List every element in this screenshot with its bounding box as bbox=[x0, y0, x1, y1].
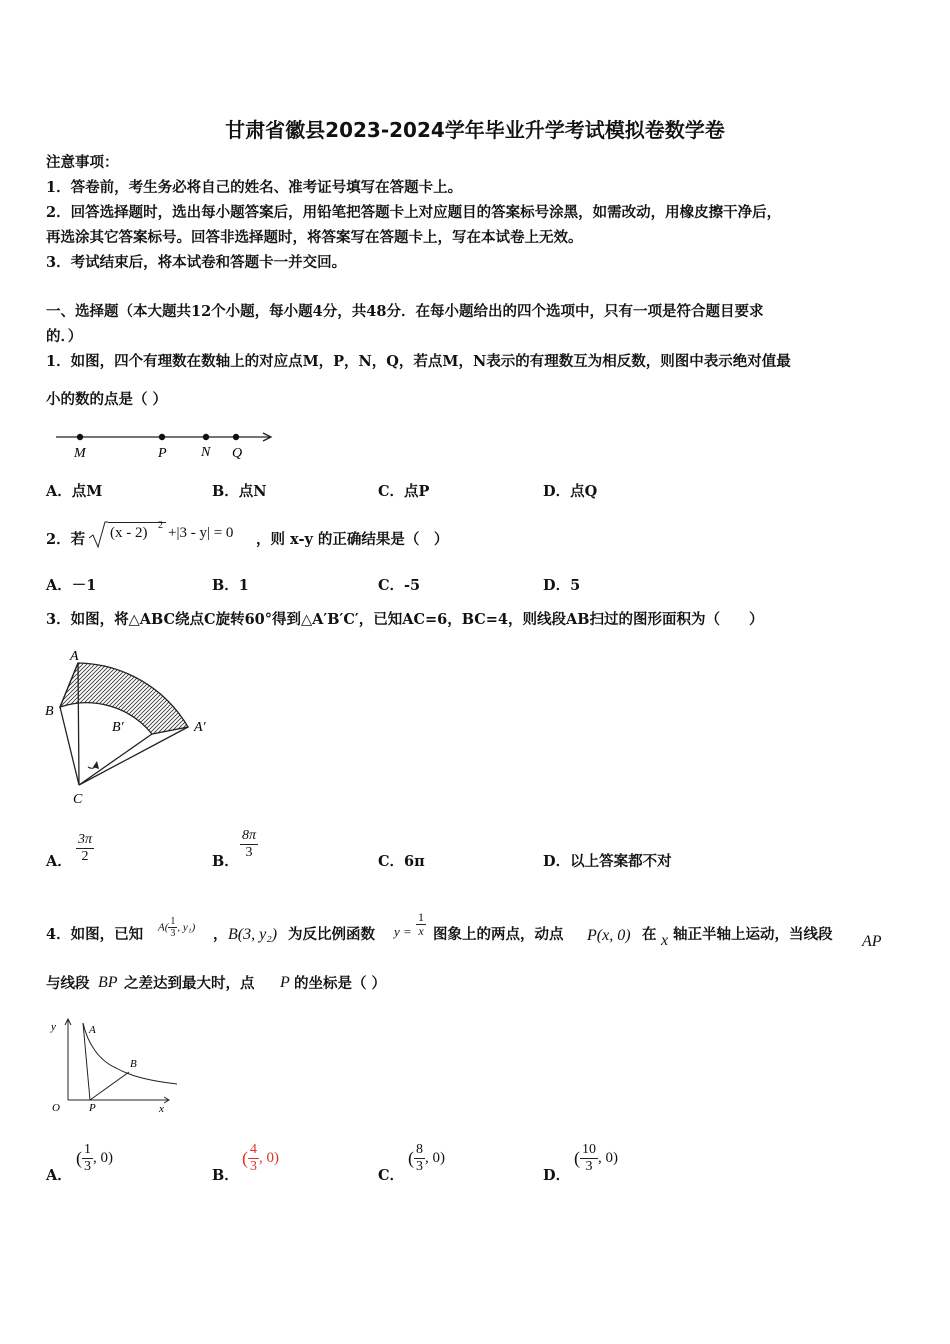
label-c: C bbox=[73, 792, 83, 807]
q4-option-b-tail: , 0) bbox=[259, 1150, 279, 1166]
label-p: P bbox=[158, 446, 167, 461]
label-q: Q bbox=[232, 446, 243, 461]
q4-function-denominator: x bbox=[418, 924, 424, 938]
q4-comma: ， bbox=[213, 926, 228, 943]
q4-option-b-fraction bbox=[248, 1142, 259, 1175]
q4-point-a-open: A( bbox=[158, 921, 169, 934]
q3-option-b-numerator: 8π bbox=[242, 828, 257, 843]
q4-option-d-tail: , 0) bbox=[598, 1150, 618, 1166]
graph-label-p: P bbox=[89, 1102, 96, 1114]
sqrt-sign-icon bbox=[88, 520, 108, 550]
segment-b-prime-c bbox=[79, 734, 152, 785]
q4-option-d-numerator: 10 bbox=[582, 1142, 596, 1157]
q3-option-a-fraction bbox=[76, 832, 94, 865]
q4-point-b: B(3, y₂) bbox=[228, 926, 278, 943]
notice-heading: 注意事项： bbox=[46, 154, 119, 171]
q4-text-3: 在 bbox=[642, 926, 657, 943]
q4-function-fraction bbox=[416, 911, 426, 938]
q3-text: 3．如图，将△ABC绕点C旋转60°得到△A′B′C′，已知AC=6，BC=4，则线段AB扫过的图形面积为（ ） bbox=[46, 611, 764, 628]
q4-option-b-denominator: 3 bbox=[250, 1159, 257, 1174]
q4-option-b-numerator: 4 bbox=[250, 1142, 257, 1157]
q4-option-c-tail: , 0) bbox=[425, 1150, 445, 1166]
q1-number-line-figure bbox=[50, 425, 280, 465]
q2-option-d: D．5 bbox=[543, 577, 581, 594]
q4-text-2: 图象上的两点，动点 bbox=[433, 926, 564, 943]
q4-p-variable: P bbox=[280, 974, 290, 991]
q4-option-d-label: D． bbox=[543, 1167, 571, 1184]
q4-point-p: P(x, 0) bbox=[587, 927, 631, 944]
q4-segment-ap: AP bbox=[862, 933, 882, 950]
q4-prefix: 4．如图，已知 bbox=[46, 926, 144, 943]
label-b-prime: B′ bbox=[112, 720, 124, 735]
graph-label-y: y bbox=[51, 1021, 56, 1033]
page-title: 甘肃省徽县2023-2024学年毕业升学考试模拟卷数学卷 bbox=[225, 118, 725, 142]
label-m: M bbox=[74, 446, 86, 461]
point-p-dot bbox=[159, 434, 165, 440]
q4-option-a-tail: , 0) bbox=[93, 1150, 113, 1166]
q4-option-b-label: B． bbox=[212, 1167, 239, 1184]
notice-item-3: 3．考试结束后，将本试卷和答题卡一并交回。 bbox=[46, 254, 347, 271]
q4-option-d-fraction bbox=[580, 1142, 598, 1175]
q1-option-b: B．点N bbox=[212, 483, 267, 500]
q4-x-variable: x bbox=[661, 932, 669, 949]
q1-option-c: C．点P bbox=[378, 483, 430, 500]
q4-option-b-value bbox=[242, 1142, 279, 1175]
q4-text-1: 为反比例函数 bbox=[288, 926, 375, 943]
q4-option-c-numerator: 8 bbox=[416, 1142, 423, 1157]
q4-text-4: 轴正半轴上运动，当线段 bbox=[673, 926, 833, 943]
q4-point-a-numerator: 1 bbox=[170, 916, 176, 927]
swept-region bbox=[60, 663, 188, 734]
section-heading-line-1: 一、选择题（本大题共12个小题，每小题4分，共48分．在每小题给出的四个选项中，只有一项是符合题目要求 bbox=[46, 303, 764, 320]
label-a-prime: A′ bbox=[194, 720, 206, 735]
q4-point-a bbox=[158, 916, 195, 939]
q4-option-a-denominator: 3 bbox=[84, 1159, 91, 1174]
q4-function-lhs: y = bbox=[394, 924, 412, 939]
q1-text-line-2: 小的数的点是（ ） bbox=[46, 391, 168, 408]
q2-option-a: A．－1 bbox=[46, 577, 97, 594]
q2-suffix: ，则 x-y 的正确结果是（ ） bbox=[256, 531, 449, 548]
q3-option-b-denominator: 3 bbox=[245, 845, 253, 860]
q4-option-b-paren: ( bbox=[242, 1148, 248, 1168]
point-m-dot bbox=[77, 434, 83, 440]
q3-option-a-denominator: 2 bbox=[81, 849, 89, 864]
q3-option-b-fraction bbox=[240, 828, 258, 861]
segment-a-prime-c bbox=[79, 727, 188, 785]
q4-option-a-value bbox=[76, 1142, 113, 1175]
q3-rotation-figure bbox=[42, 645, 222, 810]
q2-option-c: C．-5 bbox=[378, 577, 421, 594]
q4-option-d-denominator: 3 bbox=[585, 1159, 593, 1174]
q3-option-b-label: B． bbox=[212, 853, 239, 870]
q4-line2-suffix: 的坐标是（ ） bbox=[294, 975, 387, 992]
equation-rest: +|3 - y| = 0 bbox=[168, 525, 234, 541]
q4-option-a-paren: ( bbox=[76, 1148, 82, 1168]
segment-bc bbox=[60, 707, 79, 785]
q3-option-d: D．以上答案都不对 bbox=[543, 853, 672, 870]
q4-option-a-label: A． bbox=[46, 1167, 72, 1184]
label-a: A bbox=[70, 649, 79, 664]
sqrt-exponent: 2 bbox=[158, 520, 163, 531]
q2-prefix: 2．若 bbox=[46, 531, 86, 548]
q4-option-c-denominator: 3 bbox=[416, 1159, 423, 1174]
q4-option-c-label: C． bbox=[378, 1167, 405, 1184]
q1-option-d: D．点Q bbox=[543, 483, 598, 500]
section-heading-line-2: 的．） bbox=[46, 328, 83, 345]
segment-bp-line bbox=[90, 1072, 129, 1100]
label-b: B bbox=[45, 704, 54, 719]
graph-label-a: A bbox=[89, 1024, 96, 1036]
q4-option-d-value bbox=[574, 1142, 618, 1175]
sqrt-content: (x - 2) bbox=[110, 525, 148, 541]
q1-option-a: A．点M bbox=[46, 483, 103, 500]
notice-item-2-line-1: 2．回答选择题时，选出每小题答案后，用铅笔把答题卡上对应题目的答案标号涂黑，如需改动，用橡皮擦干净后， bbox=[46, 204, 782, 221]
q3-option-c: C．6π bbox=[378, 853, 425, 870]
q4-option-c-value bbox=[408, 1142, 445, 1175]
q4-option-a-numerator: 1 bbox=[84, 1142, 91, 1157]
q4-point-a-close: , y₁) bbox=[177, 921, 196, 934]
q4-graph-figure bbox=[44, 1015, 184, 1120]
graph-label-x: x bbox=[159, 1103, 164, 1115]
notice-item-2-line-2: 再选涂其它答案标号。回答非选择题时，将答案写在答题卡上，写在本试卷上无效。 bbox=[46, 229, 583, 246]
graph-label-o: O bbox=[52, 1102, 60, 1114]
q4-segment-bp: BP bbox=[98, 974, 118, 991]
q4-option-c-fraction bbox=[414, 1142, 425, 1175]
q4-option-a-fraction bbox=[82, 1142, 93, 1175]
graph-label-b: B bbox=[130, 1058, 137, 1070]
q4-point-a-denominator: 3 bbox=[170, 928, 176, 939]
q1-text-line-1: 1．如图，四个有理数在数轴上的对应点M，P，N，Q，若点M，N表示的有理数互为相反数，则图中表示绝对值最 bbox=[46, 353, 791, 370]
q2-option-b: B．1 bbox=[212, 577, 249, 594]
q4-option-d-paren: ( bbox=[574, 1148, 580, 1168]
point-q-dot bbox=[233, 434, 239, 440]
q4-function-numerator: 1 bbox=[418, 910, 424, 924]
q4-option-c-paren: ( bbox=[408, 1148, 414, 1168]
q3-option-a-numerator: 3π bbox=[78, 832, 93, 847]
q4-line2-middle: 之差达到最大时，点 bbox=[124, 975, 255, 992]
point-n-dot bbox=[203, 434, 209, 440]
hyperbola-curve bbox=[83, 1023, 177, 1084]
q4-line2-prefix: 与线段 bbox=[46, 975, 90, 992]
notice-item-1: 1．答卷前，考生务必将自己的姓名、准考证号填写在答题卡上。 bbox=[46, 179, 463, 196]
label-n: N bbox=[201, 445, 211, 460]
q3-option-a-label: A． bbox=[46, 853, 72, 870]
